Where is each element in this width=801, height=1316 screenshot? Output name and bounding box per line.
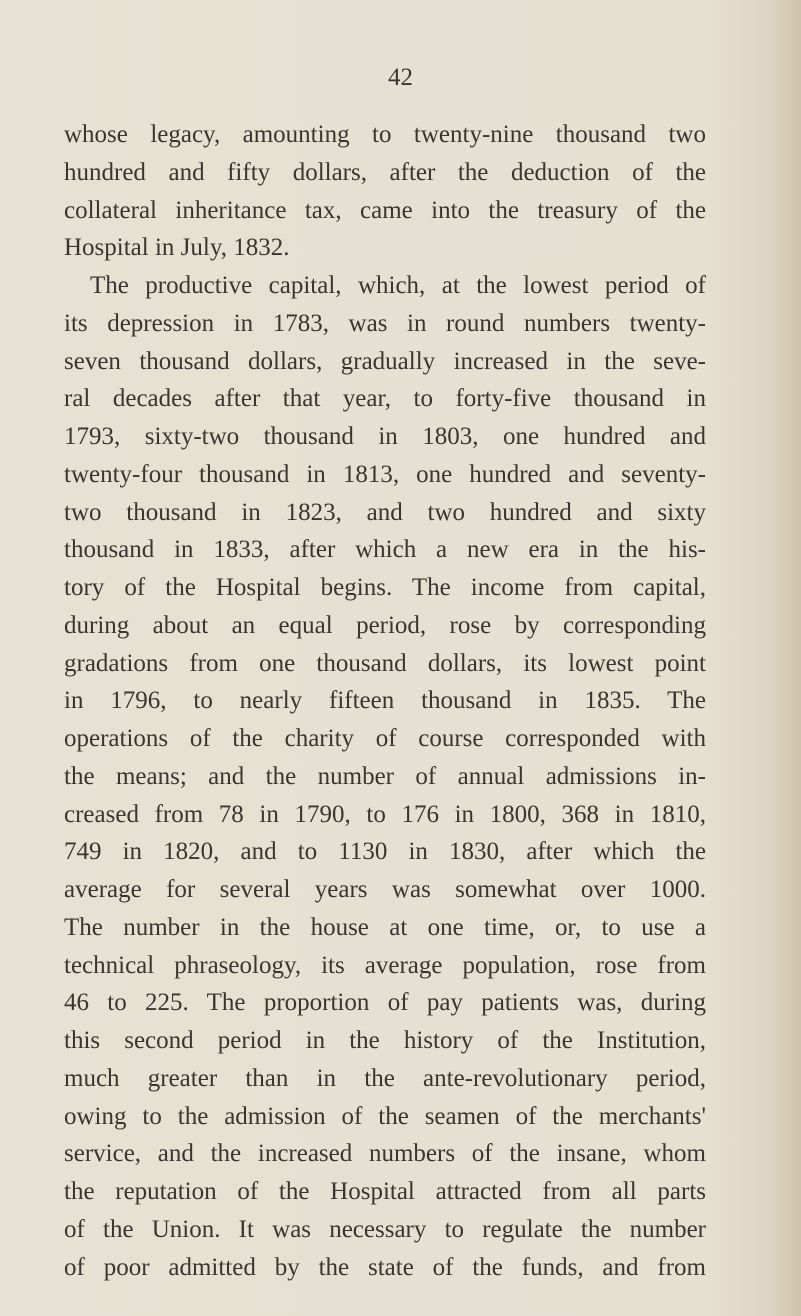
text-line: gradations from one thousand dollars, its lowest point bbox=[64, 649, 706, 677]
text-line: hundred and fifty dollars, after the deduction of the bbox=[64, 158, 706, 186]
text-line: Hospital in July, 1832. bbox=[64, 234, 290, 262]
text-line: two thousand in 1823, and two hundred and sixty bbox=[64, 498, 706, 526]
text-line: in 1796, to nearly fifteen thousand in 1835. The bbox=[64, 687, 706, 715]
text-line: the means; and the number of annual admissions in- bbox=[64, 762, 706, 790]
text-line: service, and the increased numbers of the insane, whom bbox=[64, 1140, 706, 1168]
text-line: the reputation of the Hospital attracted from all parts bbox=[64, 1178, 706, 1205]
text-line: creased from 78 in 1790, to 176 in 1800, 368 in 1810, bbox=[64, 800, 706, 828]
text-line: during about an equal period, rose by corresponding bbox=[64, 611, 706, 639]
text-line: of the Union. It was necessary to regulate the number bbox=[64, 1215, 706, 1243]
text-line: thousand in 1833, after which a new era in the his- bbox=[64, 536, 706, 564]
text-line: 46 to 225. The proportion of pay patients was, during bbox=[64, 989, 706, 1017]
text-line: its depression in 1783, was in round numbers twenty- bbox=[64, 309, 706, 337]
body-text bbox=[64, 116, 706, 1286]
text-line: average for several years was somewhat over 1000. bbox=[64, 876, 706, 903]
text-line: ral decades after that year, to forty-five thousand in bbox=[64, 385, 706, 413]
text-line: The productive capital, which, at the lowest period of bbox=[90, 272, 706, 299]
text-line: technical phraseology, its average population, rose from bbox=[64, 951, 706, 979]
text-line: this second period in the history of the Institution, bbox=[64, 1027, 706, 1054]
text-line: whose legacy, amounting to twenty-nine thousand two bbox=[64, 121, 706, 148]
text-line: tory of the Hospital begins. The income from capital, bbox=[64, 574, 706, 601]
text-line: of poor admitted by the state of the funds, and from bbox=[64, 1253, 706, 1281]
text-line: 1793, sixty-two thousand in 1803, one hundred and bbox=[64, 423, 706, 450]
text-line: much greater than in the ante-revolutionary period, bbox=[64, 1064, 706, 1092]
text-line: seven thousand dollars, gradually increased in the seve- bbox=[64, 347, 706, 375]
text-line: The number in the house at one time, or, to use a bbox=[64, 913, 706, 941]
text-line: operations of the charity of course corresponded with bbox=[64, 725, 706, 752]
page-number: 42 bbox=[388, 64, 413, 91]
text-line: owing to the admission of the seamen of the merchants' bbox=[64, 1102, 706, 1130]
text-line: collateral inheritance tax, came into the treasury of the bbox=[64, 196, 706, 224]
text-line: twenty-four thousand in 1813, one hundred and seventy- bbox=[64, 460, 706, 488]
text-line: 749 in 1820, and to 1130 in 1830, after which the bbox=[64, 838, 706, 866]
